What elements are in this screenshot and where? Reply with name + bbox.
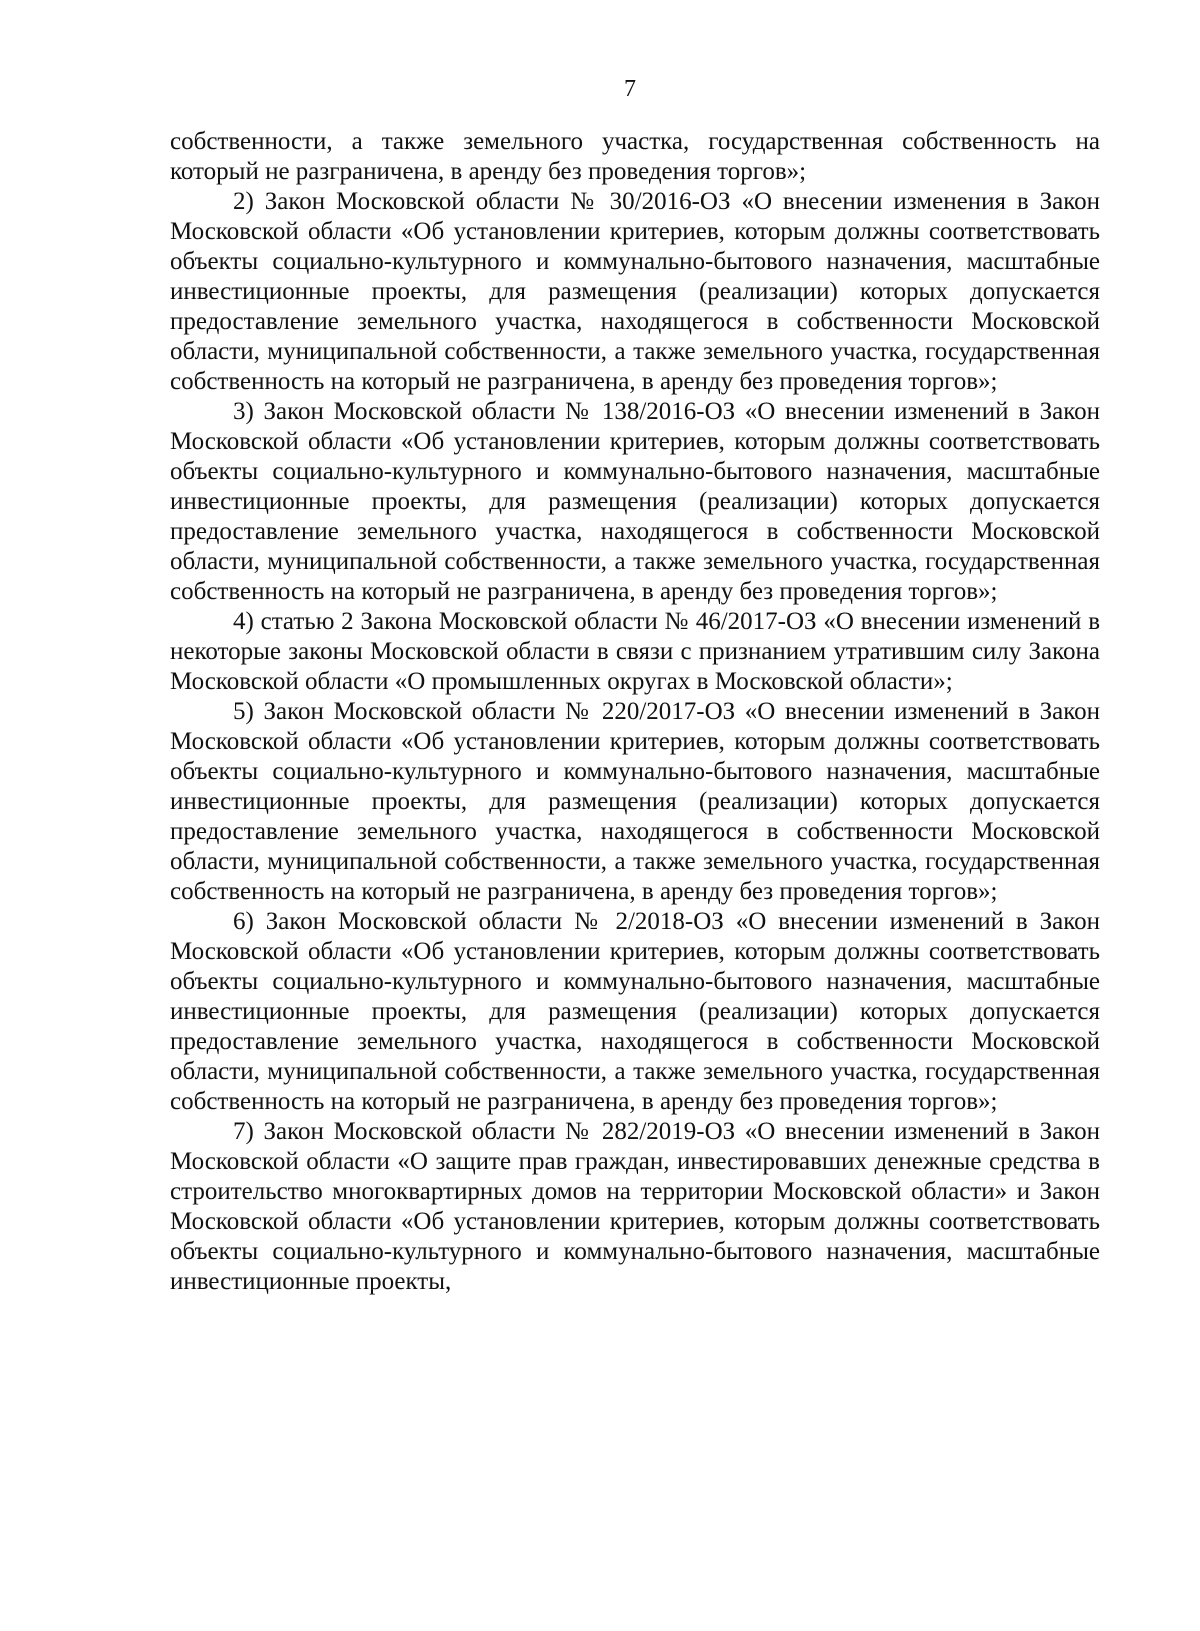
list-item-2: 2) Закон Московской области № 30/2016-ОЗ «О внесении изменения в Закон Московской области «Об установлении критериев, которым должны соответствовать объекты социально-культурного и коммунально-бытового назначения, масштабные инвестиционные проекты, для размещения (реализации) которых допускается предоставление земельного участка, находящегося в собственности Московской области, муниципальной собственности, а также земельного участка, государственная собственность на который не разграничена, в аренду без проведения торгов»; — [170, 188, 1100, 395]
paragraph-continuation: собственности, а также земельного участка, государственная собственность на который не разграничена, в аренду без проведения торгов»; — [170, 128, 1100, 185]
list-item-3: 3) Закон Московской области № 138/2016-ОЗ «О внесении изменений в Закон Московской области «Об установлении критериев, которым должны соответствовать объекты социально-культурного и коммунально-бытового назначения, масштабные инвестиционные проекты, для размещения (реализации) которых допускается предоставление земельного участка, находящегося в собственности Московской области, муниципальной собственности, а также земельного участка, государственная собственность на который не разграничена, в аренду без проведения торгов»; — [170, 398, 1100, 605]
list-item-6: 6) Закон Московской области № 2/2018-ОЗ «О внесении изменений в Закон Московской области «Об установлении критериев, которым должны соответствовать объекты социально-культурного и коммунально-бытового назначения, масштабные инвестиционные проекты, для размещения (реализации) которых допускается предоставление земельного участка, находящегося в собственности Московской области, муниципальной собственности, а также земельного участка, государственная собственность на который не разграничена, в аренду без проведения торгов»; — [170, 908, 1100, 1115]
document-body — [170, 127, 1100, 1297]
list-item-4: 4) статью 2 Закона Московской области № 46/2017-ОЗ «О внесении изменений в некоторые законы Московской области в связи с признанием утратившим силу Закона Московской области «О промышленных округах в Московской области»; — [170, 608, 1100, 695]
page-number: 7 — [624, 76, 636, 102]
list-item-5: 5) Закон Московской области № 220/2017-ОЗ «О внесении изменений в Закон Московской области «Об установлении критериев, которым должны соответствовать объекты социально-культурного и коммунально-бытового назначения, масштабные инвестиционные проекты, для размещения (реализации) которых допускается предоставление земельного участка, находящегося в собственности Московской области, муниципальной собственности, а также земельного участка, государственная собственность на который не разграничена, в аренду без проведения торгов»; — [170, 698, 1100, 905]
list-item-7: 7) Закон Московской области № 282/2019-ОЗ «О внесении изменений в Закон Московской области «О защите прав граждан, инвестировавших денежные средства в строительство многоквартирных домов на территории Московской области» и Закон Московской области «Об установлении критериев, которым должны соответствовать объекты социально-культурного и коммунально-бытового назначения, масштабные инвестиционные проекты, — [170, 1118, 1100, 1295]
